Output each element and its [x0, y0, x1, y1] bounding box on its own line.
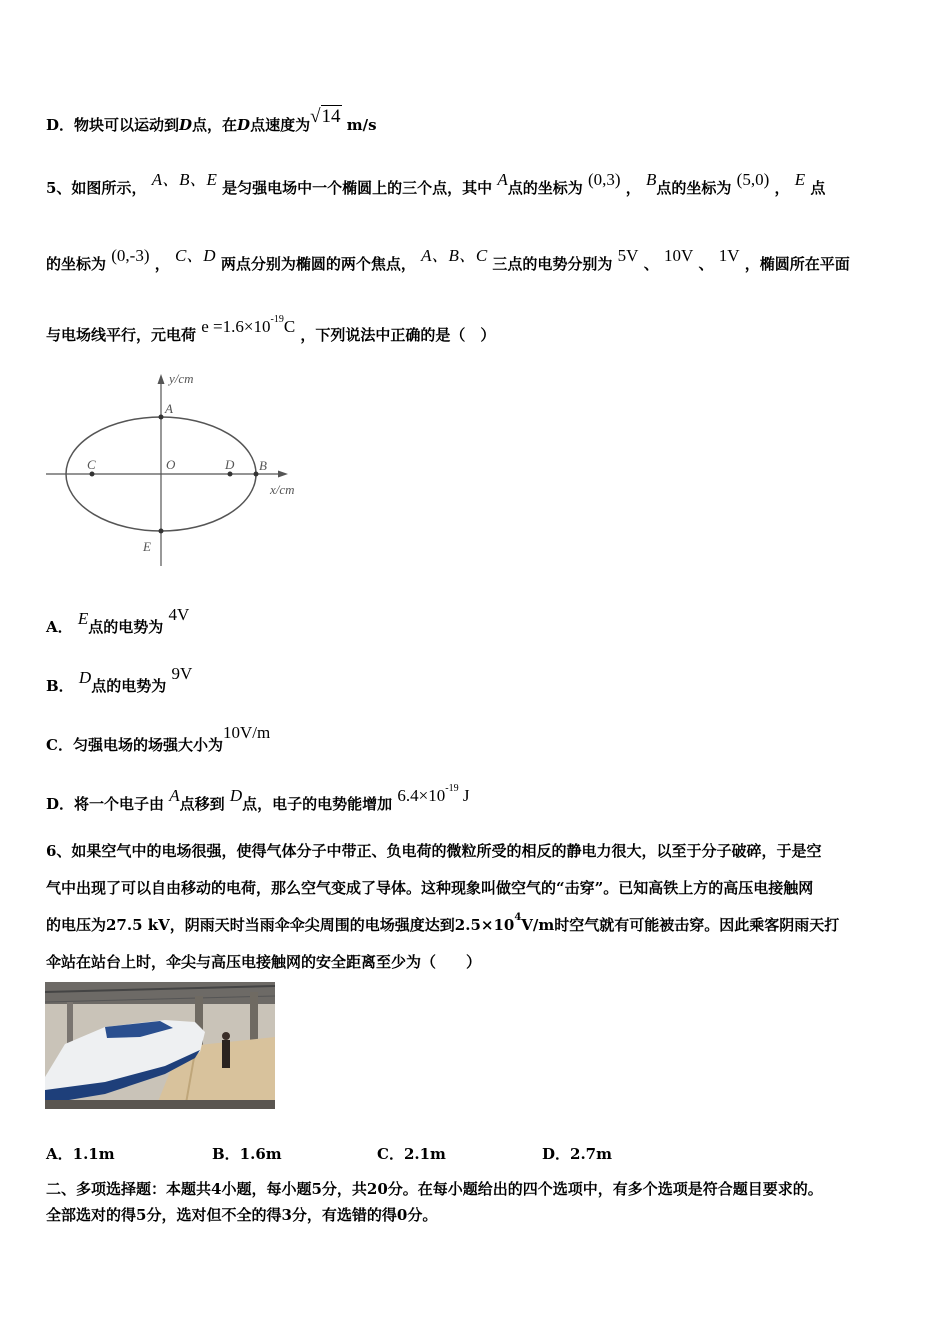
- person: [222, 1040, 230, 1068]
- section2-line-2: 全部选对的得5分，选对但不全的得3分，有选错的得0分。: [46, 1206, 438, 1224]
- q5-option-a: A． E点的电势为 4V: [46, 605, 190, 636]
- label-e: E: [143, 539, 151, 554]
- label-a: A: [165, 401, 173, 416]
- q6-option-d: D．2.7m: [542, 1145, 612, 1163]
- q6-line-4: 伞站在站台上时，伞尖与高压电接触网的安全距离至少为（ ）: [46, 953, 482, 971]
- ellipse-diagram: [44, 366, 314, 576]
- q6-option-a: A．1.1m: [46, 1145, 115, 1163]
- q5-option-d: D．将一个电子由 A点移到 D点，电子的电势能增加 $6.4\times 10^{-19}$ J: [46, 783, 470, 813]
- q6-option-b: B．1.6m: [212, 1145, 282, 1163]
- prev-option-d: D．物块可以运动到D点，在D点速度为√14 m/s: [46, 106, 377, 134]
- q6-option-c: C．2.1m: [377, 1145, 446, 1163]
- x-axis-arrow: [278, 471, 288, 478]
- q6-line-3: 的电压为27.5 kV，阴雨天时当雨伞伞尖周围的电场强度达到$2.5\times 10^4V/m$时空气就有可能被击穿。因此乘客阴雨天打: [46, 912, 840, 934]
- energy-value: $6.4\times 10^{-19}$ J: [397, 783, 470, 805]
- label-d: D: [225, 457, 235, 472]
- q5-option-b: B． D点的电势为 9V: [46, 664, 193, 695]
- sqrt-14: √14: [310, 106, 341, 127]
- train-photo: [45, 982, 275, 1109]
- x-axis-label: x/cm: [270, 482, 295, 497]
- label-c: C: [87, 457, 96, 472]
- point-e: [159, 529, 164, 534]
- point-a: [159, 415, 164, 420]
- ellipse-figure: [44, 366, 314, 576]
- label-o: O: [166, 457, 176, 472]
- y-axis-label: y/cm: [169, 371, 194, 386]
- section2-line-1: 二、多项选择题：本题共4小题，每小题5分，共20分。在每小题给出的四个选项中，有多个选项是符合题目要求的。: [46, 1180, 823, 1198]
- label-b: B: [259, 458, 267, 473]
- point-b: [254, 472, 259, 477]
- q5-line-3: 与电场线平行，元电荷 $e =1.6\times 10^{-19}C$ ，下列说法中正确的是（ ）: [46, 314, 496, 344]
- q6-line-2: 气中出现了可以自由移动的电荷，那么空气变成了导体。这种现象叫做空气的“击穿”。已知高铁上方的高压电接触网: [46, 879, 814, 897]
- y-axis-arrow: [158, 374, 165, 384]
- q6-line-1: 6、如果空气中的电场很强，使得气体分子中带正、负电荷的微粒所受的相反的静电力很大，以至于分子破碎，于是空: [46, 842, 822, 860]
- elementary-charge: $e =1.6\times 10^{-19}C$: [201, 314, 296, 336]
- train-photo-illustration: [45, 982, 275, 1109]
- point-d: [228, 472, 233, 477]
- q5-line-1: 5、如图所示， A、B、E 是匀强电场中一个椭圆上的三个点，其中 A点的坐标为 (0,3) ， B点的坐标为 (5,0) ， E 点: [46, 170, 826, 197]
- q5-option-c: C．匀强电场的场强大小为10V/m: [46, 723, 271, 754]
- point-c: [90, 472, 95, 477]
- q5-line-2: 的坐标为 (0,-3) ， C、D 两点分别为椭圆的两个焦点， A、B、C 三点的电势分别为 5V 、 10V 、 1V ，椭圆所在平面: [46, 246, 850, 273]
